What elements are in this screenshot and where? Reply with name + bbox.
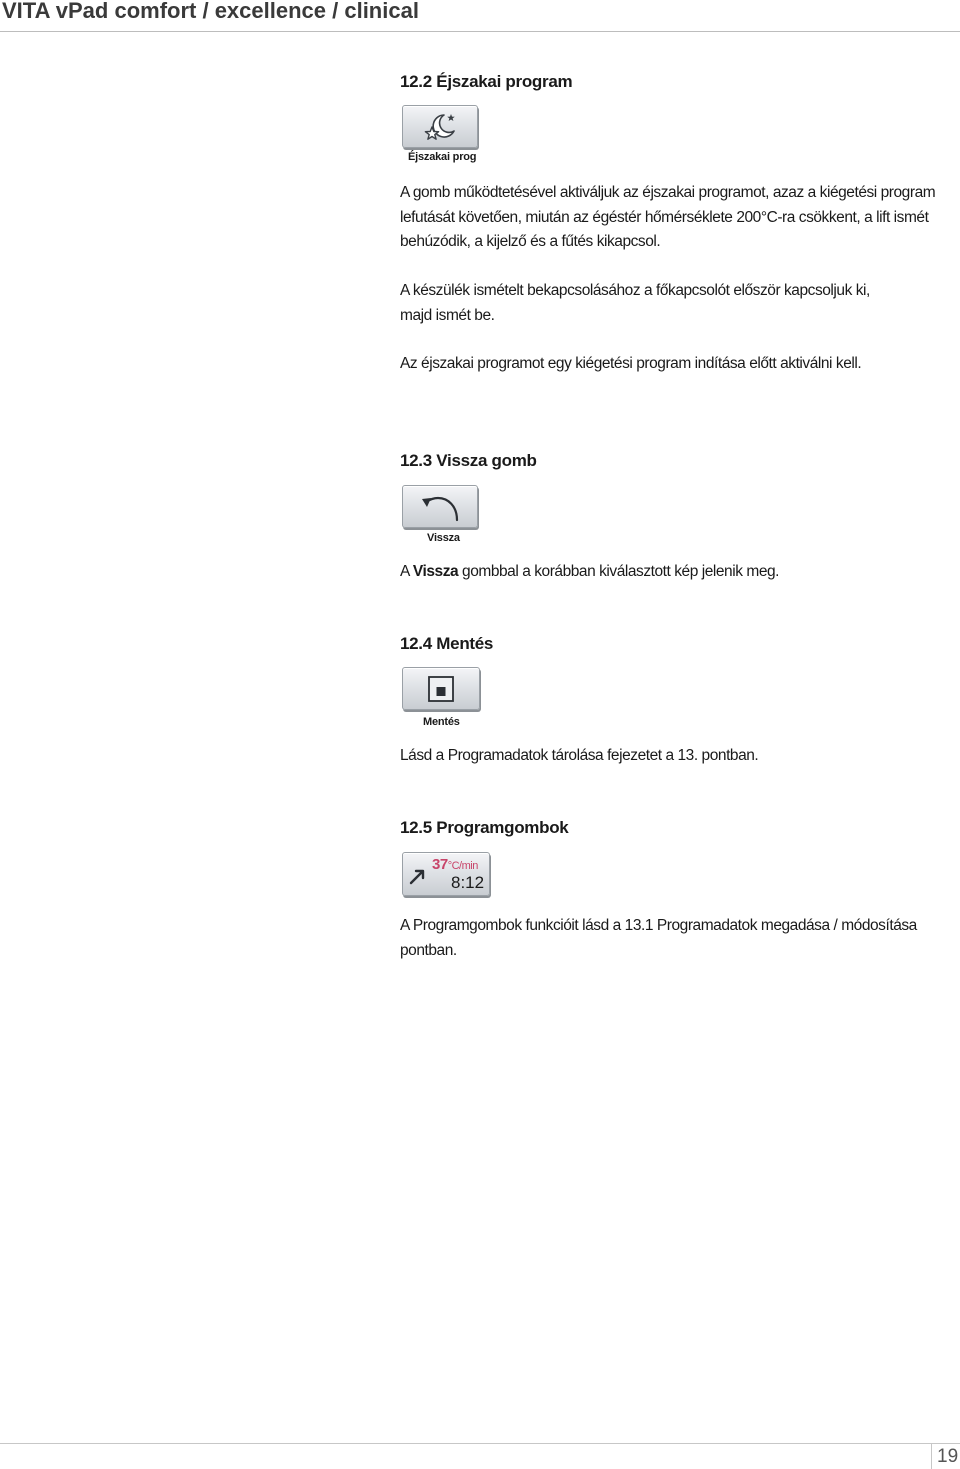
- night-program-button[interactable]: [402, 105, 478, 148]
- text-line: pontban.: [400, 941, 457, 959]
- night-program-paragraph-3: [400, 352, 956, 377]
- night-program-paragraph-2: [400, 279, 956, 328]
- moon-stars-icon: [420, 111, 460, 143]
- text-line: behúzódik, a kijelző és a fűtés kikapcsol.: [400, 233, 661, 250]
- program-buttons-paragraph: [400, 914, 956, 963]
- text-segment: A: [400, 563, 413, 580]
- header-divider: [0, 31, 960, 32]
- save-paragraph: [400, 744, 956, 769]
- save-icon: [426, 674, 456, 704]
- text-segment-bold: Vissza: [412, 563, 459, 580]
- footer-divider: [0, 1443, 960, 1444]
- back-button[interactable]: [402, 485, 478, 528]
- text-line: A készülék ismételt bekapcsolásához a főkapcsolót először kapcsoljuk ki,: [400, 282, 870, 299]
- save-button-caption: Mentés: [423, 716, 460, 728]
- text-line: lefutását követően, miután az égéstér hőmérséklete 200°C-ra csökkent, a lift ismét: [400, 208, 929, 226]
- text-line: A Programgombok funkcióit lásd a 13.1 Programadatok megadása / módosítása: [400, 917, 917, 934]
- section-heading-program-buttons: 12.5 Programgombok: [400, 818, 569, 837]
- text-line: majd ismét be.: [400, 306, 495, 324]
- night-program-button-caption: Éjszakai prog: [408, 151, 477, 163]
- document-header-title: VITA vPad comfort / excellence / clinical: [2, 0, 419, 23]
- back-arrow-icon: [417, 492, 463, 522]
- night-program-paragraph-1: [400, 181, 956, 255]
- back-button-caption: Vissza: [427, 532, 460, 544]
- text-line: Lásd a Programadatok tárolása fejezetet a 13. pontban.: [400, 747, 759, 764]
- program-time: 8:12: [451, 873, 485, 892]
- page-number: 19: [937, 1446, 959, 1467]
- text-line: Az éjszakai programot egy kiégetési program indítása előtt aktiválni kell.: [400, 355, 862, 372]
- section-heading-night-program: 12.2 Éjszakai program: [400, 72, 573, 91]
- program-temperature-value: 37: [432, 856, 448, 873]
- save-button[interactable]: [402, 667, 480, 710]
- diagonal-arrow-icon: [407, 865, 429, 887]
- back-button-paragraph: [400, 560, 956, 585]
- text-line: A gomb működtetésével aktiváljuk az éjszakai programot, azaz a kiégetési program: [400, 184, 936, 201]
- section-heading-save: 12.4 Mentés: [400, 634, 494, 653]
- section-heading-back-button: 12.3 Vissza gomb: [400, 451, 537, 470]
- program-temperature-unit: °C/min: [447, 860, 478, 872]
- program-button[interactable]: [402, 852, 490, 896]
- text-segment: gombbal a korábban kiválasztott kép jelenik meg.: [458, 563, 780, 580]
- footer-vertical-divider: [931, 1443, 932, 1469]
- program-temperature: [432, 857, 478, 872]
